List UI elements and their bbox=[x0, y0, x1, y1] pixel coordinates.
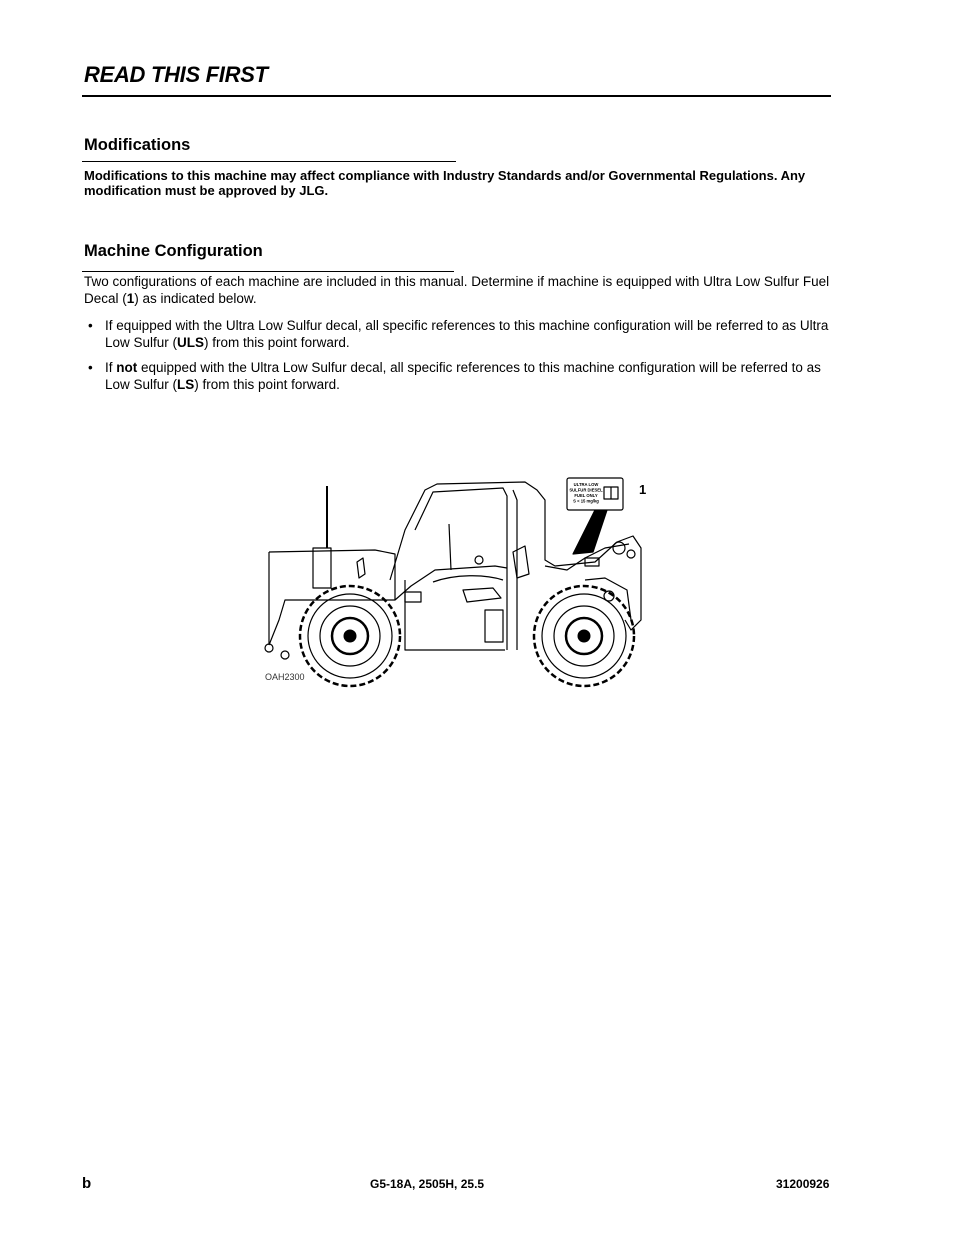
bullet-dot: • bbox=[88, 360, 93, 375]
rear-wheel bbox=[300, 586, 400, 686]
bullet2-text-c: ) from this point forward. bbox=[194, 377, 340, 392]
figure-code: OAH2300 bbox=[265, 672, 305, 682]
intro-text-a: Two configurations of each machine are included in this manual. Determine if machine is equipped with Ultra Low Sulfur Fuel Decal ( bbox=[84, 274, 830, 306]
intro-text-b: ) as indicated below. bbox=[134, 291, 257, 306]
footer-page-number: b bbox=[82, 1175, 92, 1192]
decal-line-2: SULFUR DIESEL bbox=[569, 487, 603, 493]
bullet2-text-b: equipped with the Ultra Low Sulfur decal, all specific references to this machine configuration will be referred to as Low Sulfur ( bbox=[105, 360, 821, 392]
bullet-ls bbox=[84, 359, 832, 393]
bullet-uls-text bbox=[105, 317, 832, 351]
front-wheel bbox=[534, 586, 634, 686]
bullet-uls bbox=[84, 317, 832, 351]
intro-callout-number: 1 bbox=[126, 291, 135, 306]
bullet-dot: • bbox=[88, 318, 93, 333]
title-rule bbox=[82, 95, 831, 97]
machine-configuration-heading: Machine Configuration bbox=[84, 242, 263, 260]
decal-line-1: ULTRA LOW bbox=[573, 482, 599, 487]
modifications-heading: Modifications bbox=[84, 136, 191, 154]
decal-line-3: FUEL ONLY bbox=[574, 493, 598, 498]
figure-callout-1: 1 bbox=[639, 482, 647, 497]
footer-doc-number: 31200926 bbox=[776, 1177, 830, 1191]
bullet1-abbr: ULS bbox=[177, 335, 205, 350]
bullet2-abbr: LS bbox=[177, 377, 195, 392]
bullet1-text-b: ) from this point forward. bbox=[204, 335, 350, 350]
bullet2-not: not bbox=[116, 360, 138, 375]
configuration-intro bbox=[84, 273, 832, 307]
page-title: READ THIS FIRST bbox=[84, 62, 268, 87]
modifications-rule bbox=[82, 161, 456, 162]
configuration-rule bbox=[82, 271, 454, 272]
bullet1-text-a: If equipped with the Ultra Low Sulfur decal, all specific references to this machine configuration will be referred to as Ultra Low Sulfur ( bbox=[105, 318, 829, 350]
bullet2-text-a: If bbox=[105, 360, 117, 375]
modifications-warning: Modifications to this machine may affect compliance with Industry Standards and/or Governmental Regulations. Any modification must be approved by JLG. bbox=[84, 168, 806, 198]
telehandler-illustration bbox=[255, 470, 655, 690]
decal-line-4: S < 15 mg/kg bbox=[573, 498, 599, 504]
footer-models: G5-18A, 2505H, 25.5 bbox=[370, 1177, 485, 1191]
bullet-ls-text bbox=[105, 359, 832, 393]
